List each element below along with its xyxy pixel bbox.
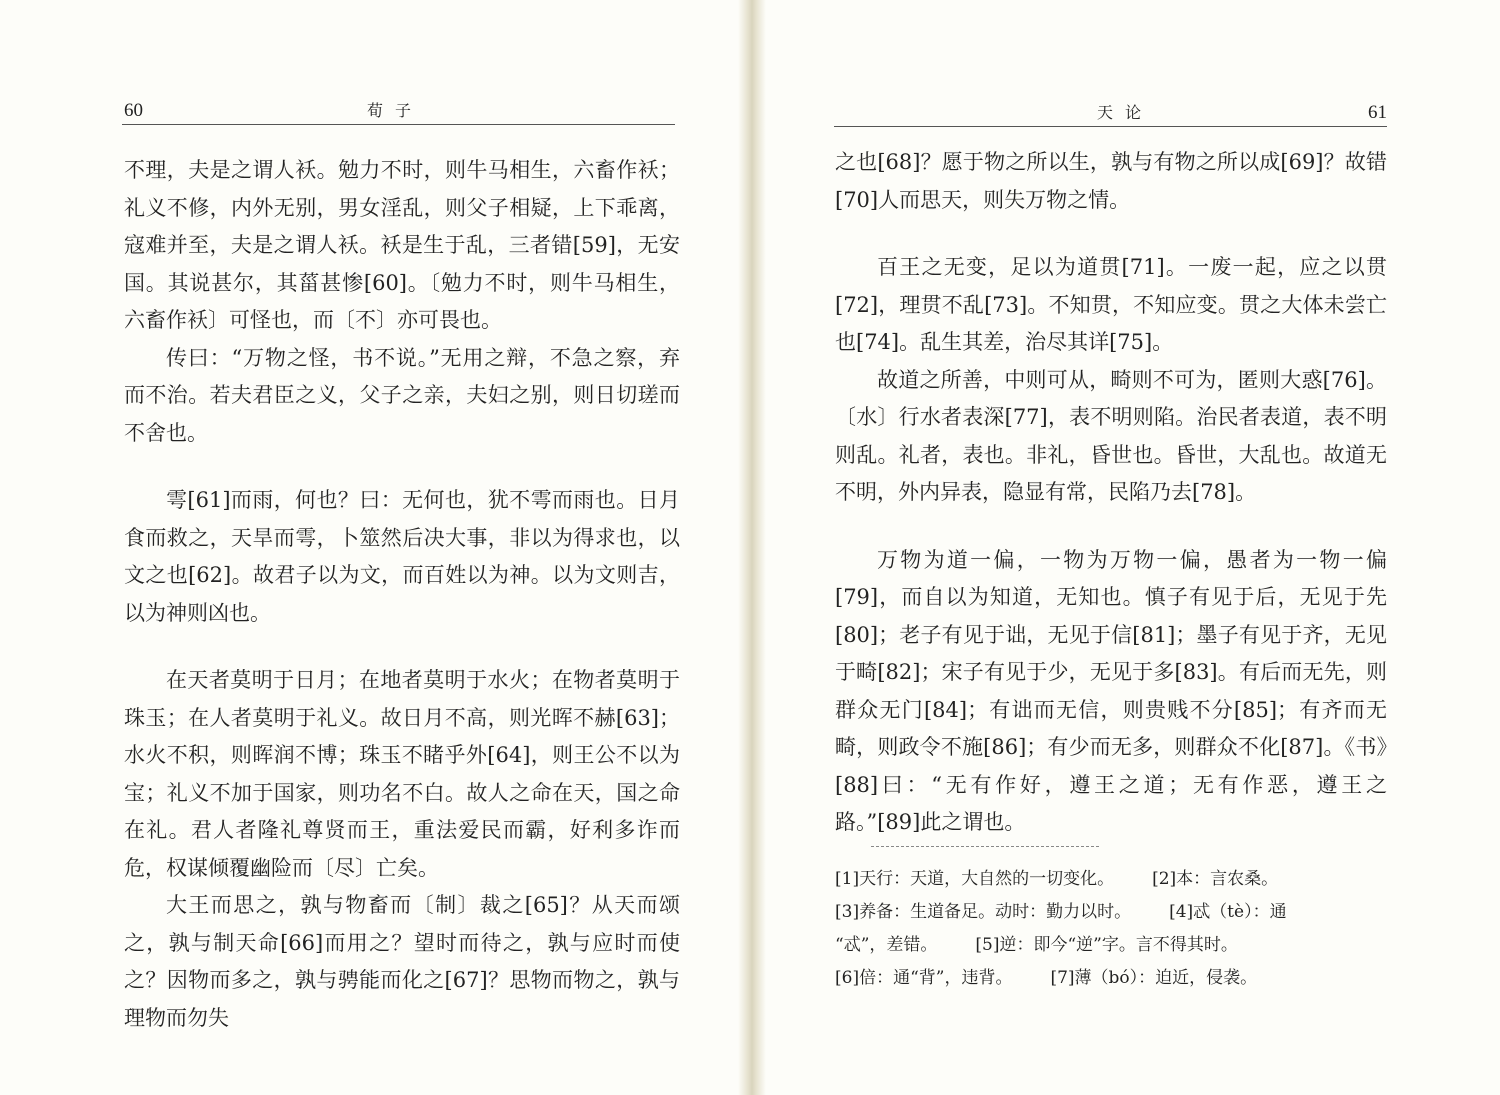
paragraph: 之也[68]？愿于物之所以生，孰与有物之所以成[69]？故错[70]人而思天，则失万物之情。 <box>835 150 1387 212</box>
footnote-line <box>835 896 1387 929</box>
footnote: [2]本：言农桑。 <box>1152 868 1279 889</box>
paragraph: 在天者莫明于日月；在地者莫明于水火；在物者莫明于珠玉；在人者莫明于礼义。故日月不高，则光晖不赫[63]；水火不积，则晖润不博；珠玉不睹乎外[64]，则王公不以为宝；礼义不加于国家，则功名不白。故人之命在天，国之命在礼。君人者隆礼尊贤而王，重法爱民而霸，好利多诈而危，权谋倾覆幽险而〔尽〕亡矣。 <box>124 668 680 880</box>
footnote: [5]逆：即今“逆”字。言不得其时。 <box>975 934 1238 955</box>
footnote: [1]天行：天道，大自然的一切变化。 <box>835 868 1115 889</box>
paragraph: 传曰：“万物之怪，书不说。”无用之辩，不急之察，弃而不治。若夫君臣之义，父子之亲，夫妇之别，则日切瑳而不舍也。 <box>124 345 680 445</box>
footnote-line <box>835 929 1387 962</box>
footnote-line <box>835 962 1387 995</box>
footnote: [7]薄（bó）：迫近，侵袭。 <box>1050 967 1258 988</box>
left-page-body <box>124 152 680 1037</box>
footnote-line <box>835 863 1387 896</box>
left-page <box>0 0 748 1095</box>
left-page-header <box>122 98 675 125</box>
paragraph: 故道之所善，中则可从，畸则不可为，匿则大惑[76]。〔水〕行水者表深[77]，表不明则陷。治民者表道，表不明则乱。礼者，表也。非礼，昏世也。昏世，大乱也。故道无不明，外内异表，隐显有常，民陷乃去[78]。 <box>835 367 1387 504</box>
paragraph: 大王而思之，孰与物畜而〔制〕裁之[65]？从天而颂之，孰与制天命[66]而用之？望时而待之，孰与应时而使之？因物而多之，孰与骋能而化之[67]？思物而物之，孰与理物而勿失 <box>124 893 680 1030</box>
left-running-head: 荀子 <box>367 101 424 120</box>
right-page-body <box>835 144 1387 995</box>
paragraph: 雩[61]而雨，何也？曰：无何也，犹不雩而雨也。日月食而救之，天旱而雩，卜筮然后决大事，非以为得求也，以文之也[62]。故君子以为文，而百姓以为神。以为文则吉，以为神则凶也。 <box>124 488 680 625</box>
footnote: [3]养备：生道备足。动时：勤力以时。 <box>835 901 1132 922</box>
right-page-header <box>834 100 1387 127</box>
footnote-divider <box>871 846 1099 847</box>
footnote: “忒”，差错。 <box>835 934 938 955</box>
paragraph: 万物为道一偏，一物为万物一偏，愚者为一物一偏[79]，而自以为知道，无知也。慎子有见于后，无见于先[80]；老子有见于诎，无见于信[81]；墨子有见于齐，无见于畸[82]；宋子有见于少，无见于多[83]。有后而无先，则群众无门[84]；有诎而无信，则贵贱不分[85]；有齐而无畸，则政令不施[86]；有少而无多，则群众不化[87]。《书》[88]曰：“无有作好，遵王之道；无有作恶，遵王之路。”[89]此之谓也。 <box>835 547 1387 834</box>
footnote: [6]倍：通“背”，违背。 <box>835 967 1013 988</box>
left-page-number: 60 <box>124 100 143 121</box>
right-page <box>757 0 1500 1095</box>
footnote: [4]忒（tè）：通 <box>1169 901 1287 922</box>
book-gutter <box>738 0 766 1095</box>
paragraph: 不理，夫是之谓人袄。勉力不时，则牛马相生，六畜作袄；礼义不修，内外无别，男女淫乱，则父子相疑，上下乖离，寇难并至，夫是之谓人袄。袄是生于乱，三者错[59]，无安国。其说甚尔，其菑甚惨[60]。〔勉力不时，则牛马相生，六畜作袄〕可怪也，而〔不〕亦可畏也。 <box>124 158 680 332</box>
paragraph: 百王之无变，足以为道贯[71]。一废一起，应之以贯[72]，理贯不乱[73]。不知贯，不知应变。贯之大体未尝亡也[74]。乱生其差，治尽其详[75]。 <box>835 255 1387 354</box>
right-page-number: 61 <box>1368 102 1387 123</box>
footnotes <box>835 863 1387 995</box>
right-running-head: 天论 <box>1097 103 1154 122</box>
